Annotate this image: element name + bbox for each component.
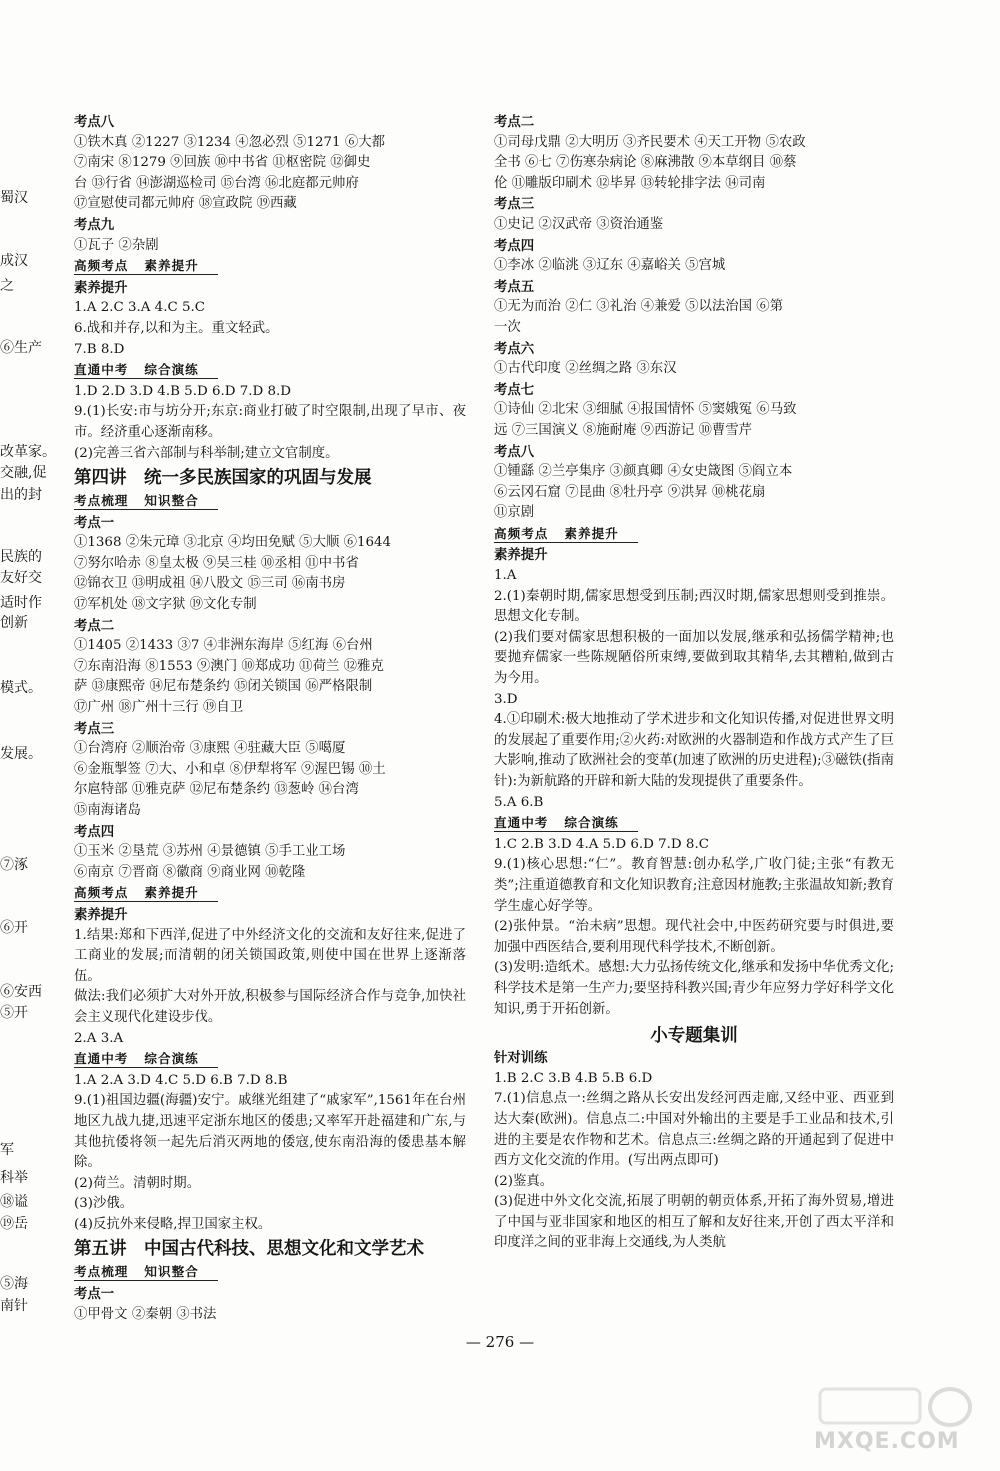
answer-line: 6.战和并存,以和为主。重文轻武。	[74, 320, 279, 336]
topic-heading: 考点八	[74, 114, 115, 130]
answer-line: 一次	[494, 319, 521, 335]
edge-fragment: 南针	[0, 1298, 28, 1314]
answer-line: ⑥云冈石窟 ⑦昆曲 ⑧牡丹亭 ⑨洪昇 ⑩桃花扇	[494, 484, 766, 500]
edge-fragment: 出的封	[0, 487, 42, 503]
section-banner	[494, 525, 638, 543]
banner-label: 直通中考	[494, 815, 549, 831]
banner-row	[494, 813, 894, 835]
answer-line: ⑦南宋 ⑧1279 ⑨回族 ⑩中书省 ⑪枢密院 ⑫御史	[74, 155, 371, 171]
answer-paragraph: 2.(1)秦朝时期,儒家思想受到压制;西汉时期,儒家思想则受到推崇。思想文化专制。	[494, 588, 894, 625]
banner-label: 直通中考	[74, 362, 129, 378]
answer-line: 3.D	[494, 691, 518, 707]
topic-heading: 考点四	[494, 237, 535, 254]
answer-line: ⑥南京 ⑦晋商 ⑧徽商 ⑨商业网 ⑩乾隆	[74, 864, 306, 880]
page-number: — 276 —	[465, 1333, 535, 1351]
banner-label: 知识整合	[144, 1264, 199, 1280]
banner-label: 素养提升	[144, 258, 199, 274]
edge-fragment: ⑥开	[0, 920, 28, 936]
answer-paragraph: 1.结果:郑和下西洋,促进了中外经济文化的交流和友好往来,促进了工商业的发展;而清朝的闭关锁国政策,则使中国在世界上逐渐落伍。	[74, 927, 466, 984]
topic-heading: 考点二	[74, 617, 115, 634]
answer-paragraph: 做法:我们必须扩大对外开放,积极参与国际经济合作与竞争,加快社会主义现代化建设步伐。	[74, 989, 466, 1025]
answer-paragraph: (3)促进中外文化交流,拓展了明朝的朝贡体系,开拓了海外贸易,增进了中国与亚非国家和地区的相互了解和友好往来,开创了西太平洋和印度洋之间的亚非海上交通线,为人类航	[494, 1194, 894, 1251]
answer-line: 1.D 2.D 3.D 4.B 5.D 6.D 7.D 8.D	[74, 383, 291, 399]
answer-line: ⑮南海诸岛	[74, 803, 141, 818]
answer-line: ⑪京剧	[494, 505, 535, 521]
topic-heading: 考点九	[74, 216, 115, 233]
topic-heading: 考点一	[74, 1286, 115, 1303]
edge-fragment: 科举	[0, 1170, 28, 1186]
answer-line: 1.A 2.A 3.D 4.C 5.D 6.B 7.D 8.B	[74, 1072, 288, 1088]
edge-fragment: 友好交	[0, 570, 42, 586]
answer-line: ①史记 ②汉武帝 ③资治通鉴	[494, 216, 664, 232]
banner-row	[74, 491, 466, 513]
edge-fragment: ⑲岳	[0, 1216, 28, 1232]
edge-fragment: 交融,促	[0, 465, 47, 481]
topic-heading: 考点一	[74, 514, 115, 531]
watermark-text: MXQE.COM	[814, 1429, 960, 1454]
answer-line: 5.A 6.B	[494, 794, 544, 810]
edge-fragment: 发展。	[0, 746, 42, 762]
topic-heading: 考点七	[494, 381, 535, 398]
banner-row	[74, 360, 466, 382]
left-column	[74, 112, 466, 1325]
answer-paragraph: 7.(1)信息点一:丝绸之路从长安出发经河西走廊,又经中亚、西亚到达大秦(欧洲)。信息点二:中国对外输出的主要是手工业品和技术,引进的主要是农作物和艺术。信息点三:丝绸之路的开通起到了促进中西方文化交流的作用。(写出两点即可)	[494, 1091, 894, 1169]
edge-fragment: 军	[0, 1142, 14, 1158]
answer-line: ①玉米 ②垦荒 ③苏州 ④景德镇 ⑤手工业工场	[74, 844, 346, 860]
edge-fragment: 创新	[0, 615, 28, 631]
answer-line: ①1405 ②1433 ③7 ④非洲东海岸 ⑤红海 ⑥台州	[74, 638, 373, 654]
answer-paragraph: 9.(1)核心思想:“仁”。教育智慧:创办私学,广收门徒;主张“有教无类”;注重道德教育和文化知识教育;注意因材施教;主张温故知新;教育学生虚心好学等。	[494, 857, 894, 914]
subsection-heading: 素养提升	[494, 547, 548, 564]
edge-fragment: ⑥生产	[0, 340, 42, 356]
edge-fragment: ⑤海	[0, 1276, 28, 1292]
banner-label: 高频考点	[494, 525, 549, 541]
banner-label: 高频考点	[74, 258, 129, 274]
answer-paragraph: (2)完善三省六部制与科举制;建立文官制度。	[74, 445, 339, 461]
banner-label: 高频考点	[74, 885, 129, 901]
answer-line: 尔扈特部 ⑪雅克萨 ⑫尼布楚条约 ⑬葱岭 ⑭台湾	[74, 782, 359, 798]
section-banner	[74, 884, 218, 902]
banner-row	[74, 256, 466, 278]
answer-line: ①甲骨文 ②秦朝 ③书法	[74, 1306, 217, 1322]
answer-line: 7.B 8.D	[74, 341, 125, 357]
answer-line: ⑰军机处 ⑱文字狱 ⑲文化专制	[74, 597, 257, 613]
answer-paragraph: (3)发明:造纸术。感想:大力弘扬传统文化,继承和发扬中华优秀文化;科学技术是第一生产力;要坚持科教兴国;青少年应努力学好科学文化知识,勇于开拓创新。	[494, 960, 894, 1017]
banner-label: 素养提升	[564, 525, 619, 541]
banner-label: 知识整合	[144, 493, 199, 509]
banner-row	[74, 1049, 466, 1071]
section-banner	[74, 492, 218, 510]
edge-fragment: ⑤开	[0, 1005, 28, 1021]
answer-line: ⑦东南沿海 ⑧1553 ⑨澳门 ⑩郑成功 ⑪荷兰 ⑫雅克	[74, 658, 384, 674]
answer-paragraph: (3)沙俄。	[74, 1196, 134, 1212]
edge-fragment: 成汉	[0, 253, 28, 269]
edge-fragment: ⑦涿	[0, 857, 28, 873]
answer-line: 1.A	[494, 568, 517, 584]
answer-line: ⑦努尔哈赤 ⑧皇太极 ⑨吴三桂 ⑩丞相 ⑪中书省	[74, 555, 359, 571]
banner-label: 直通中考	[74, 1051, 129, 1067]
answer-line: ①锺繇 ②兰亭集序 ③颜真卿 ④女史箴图 ⑤阎立本	[494, 464, 793, 480]
answer-line: ①李冰 ②临洮 ③辽东 ④嘉峪关 ⑤宫城	[494, 258, 726, 274]
topic-heading: 考点三	[494, 196, 535, 213]
banner-label: 综合演练	[144, 362, 199, 378]
answer-paragraph: (4)反抗外来侵略,捍卫国家主权。	[74, 1216, 272, 1232]
topic-heading: 考点八	[494, 443, 535, 460]
banner-label: 考点梳理	[74, 1264, 129, 1280]
topic-heading: 考点二	[494, 114, 535, 130]
banner-label: 素养提升	[144, 885, 199, 901]
edge-fragment: 民族的	[0, 549, 42, 565]
subsection-heading: 素养提升	[74, 279, 128, 296]
answer-line: ①1368 ②朱元璋 ③北京 ④均田免赋 ⑤大顺 ⑥1644	[74, 535, 392, 551]
banner-label: 考点梳理	[74, 493, 129, 509]
section-banner	[494, 814, 638, 832]
answer-line: ①无为而治 ②仁 ③礼治 ④兼爱 ⑤以法治国 ⑥第	[494, 299, 784, 315]
subsection-heading: 针对训练	[494, 1050, 548, 1067]
answer-line: ①司母戊鼎 ②大明历 ③齐民要术 ④天工开物 ⑤农政	[494, 134, 806, 150]
answer-line: 萨 ⑬康熙帝 ⑭尼布楚条约 ⑮闭关锁国 ⑯严格限制	[74, 679, 373, 695]
edge-fragment: 模式。	[0, 680, 42, 696]
topic-heading: 考点三	[74, 720, 115, 737]
answer-line: 1.C 2.B 3.D 4.A 5.D 6.D 7.D 8.C	[494, 836, 709, 852]
answer-line: ①诗仙 ②北宋 ③细腻 ④报国情怀 ⑤窦娥冤 ⑥马致	[494, 402, 797, 418]
banner-row	[74, 883, 466, 905]
edge-fragment: ⑥安西	[0, 984, 42, 1000]
answer-line: 伦 ⑪雕版印刷术 ⑫毕昇 ⑬转轮排字法 ⑭司南	[494, 175, 766, 191]
answer-line: ⑰广州 ⑱广州十三行 ⑲自卫	[74, 700, 244, 716]
watermark-logo	[800, 1385, 990, 1465]
lecture-title: 第四讲 统一多民族国家的巩固与发展	[74, 468, 372, 489]
answer-line: ①瓦子 ②杂剧	[74, 237, 159, 253]
banner-row	[494, 524, 894, 546]
answer-paragraph: (2)鉴真。	[494, 1173, 554, 1189]
answer-paragraph: (2)张仲景。“治未病”思想。现代社会中,中医药研究要与时俱进,要加强中西医结合,要利用现代科学技术,不断创新。	[494, 919, 894, 955]
answer-paragraph: 4.①印刷术:极大地推动了学术进步和文化知识传播,对促进世界文明的发展起了重要作用;②火药:对欧洲的火器制造和作战方式产生了巨大影响,推动了欧洲社会的变革(加速了欧洲的历史进程);③磁铁(指南针):为新航路的开辟和新大陆的发现提供了重要条件。	[494, 712, 894, 789]
topic-heading: 考点六	[494, 340, 535, 357]
section-banner	[74, 361, 218, 379]
answer-line: ①台湾府 ②顺治帝 ③康熙 ④驻藏大臣 ⑤噶厦	[74, 741, 346, 757]
subsection-heading: 素养提升	[74, 906, 128, 923]
right-column	[494, 112, 894, 1254]
topic-heading: 考点五	[494, 278, 535, 295]
answer-paragraph: 9.(1)祖国边疆(海疆)安宁。戚继光组建了“戚家军”,1561年在台州地区九战九捷,迅速平定浙东地区的倭患;又率军开赴福建和广东,与其他抗倭将领一起先后消灭两地的倭寇,使东南沿海的倭患基本解除。	[74, 1093, 466, 1171]
banner-row	[74, 1262, 466, 1284]
answer-paragraph: 9.(1)长安:市与坊分开;东京:商业打破了时空限制,出现了早市、夜市。经济重心逐渐南移。	[74, 404, 466, 440]
answer-line: ⑫锦衣卫 ⑬明成祖 ⑭八股文 ⑮三司 ⑯南书房	[74, 576, 346, 592]
answer-line: 台 ⑬行省 ⑭澎湖巡检司 ⑮台湾 ⑯北庭都元帅府	[74, 175, 359, 191]
answer-line: 全书 ⑥七 ⑦伤寒杂病论 ⑧麻沸散 ⑨本草纲目 ⑩蔡	[494, 155, 797, 171]
answer-line: ①古代印度 ②丝绸之路 ③东汉	[494, 361, 677, 377]
edge-fragment: 改革家。	[0, 444, 56, 460]
banner-label: 综合演练	[144, 1051, 199, 1067]
edge-fragment: ⑱谥	[0, 1194, 28, 1210]
answer-line: 远 ⑦三国演义 ⑧施耐庵 ⑨西游记 ⑩曹雪芹	[494, 422, 753, 438]
banner-label: 综合演练	[564, 815, 619, 831]
edge-fragment: 蜀汉	[0, 190, 28, 206]
answer-line: ⑰宣慰使司都元帅府 ⑱宣政院 ⑲西藏	[74, 196, 297, 212]
section-banner	[74, 257, 218, 275]
topic-heading: 考点四	[74, 823, 115, 840]
lecture-title: 第五讲 中国古代科技、思想文化和文学艺术	[74, 1239, 424, 1260]
answer-paragraph: (2)荷兰。清朝时期。	[74, 1175, 201, 1191]
answer-line: ①铁木真 ②1227 ③1234 ④忽必烈 ⑤1271 ⑥大都	[74, 134, 385, 150]
edge-fragment: 适时作	[0, 595, 42, 611]
section-banner	[74, 1263, 218, 1281]
answer-line: 1.A 2.C 3.A 4.C 5.C	[74, 300, 205, 316]
answer-line: 2.A 3.A	[74, 1030, 124, 1046]
answer-line: 1.B 2.C 3.B 4.B 5.B 6.D	[494, 1070, 653, 1086]
answer-line: ⑥金瓶掣签 ⑦大、小和卓 ⑧伊犁将军 ⑨渥巴锡 ⑩土	[74, 761, 386, 777]
answer-paragraph: (2)我们要对儒家思想积极的一面加以发展,继承和弘扬儒学精神;也要抛弃儒家一些陈规陋俗所束缚,要做到取其精华,去其糟粕,做到古为今用。	[494, 629, 894, 687]
special-title: 小专题集训	[650, 1026, 738, 1047]
edge-fragment: 之	[0, 278, 14, 294]
section-banner	[74, 1050, 218, 1068]
